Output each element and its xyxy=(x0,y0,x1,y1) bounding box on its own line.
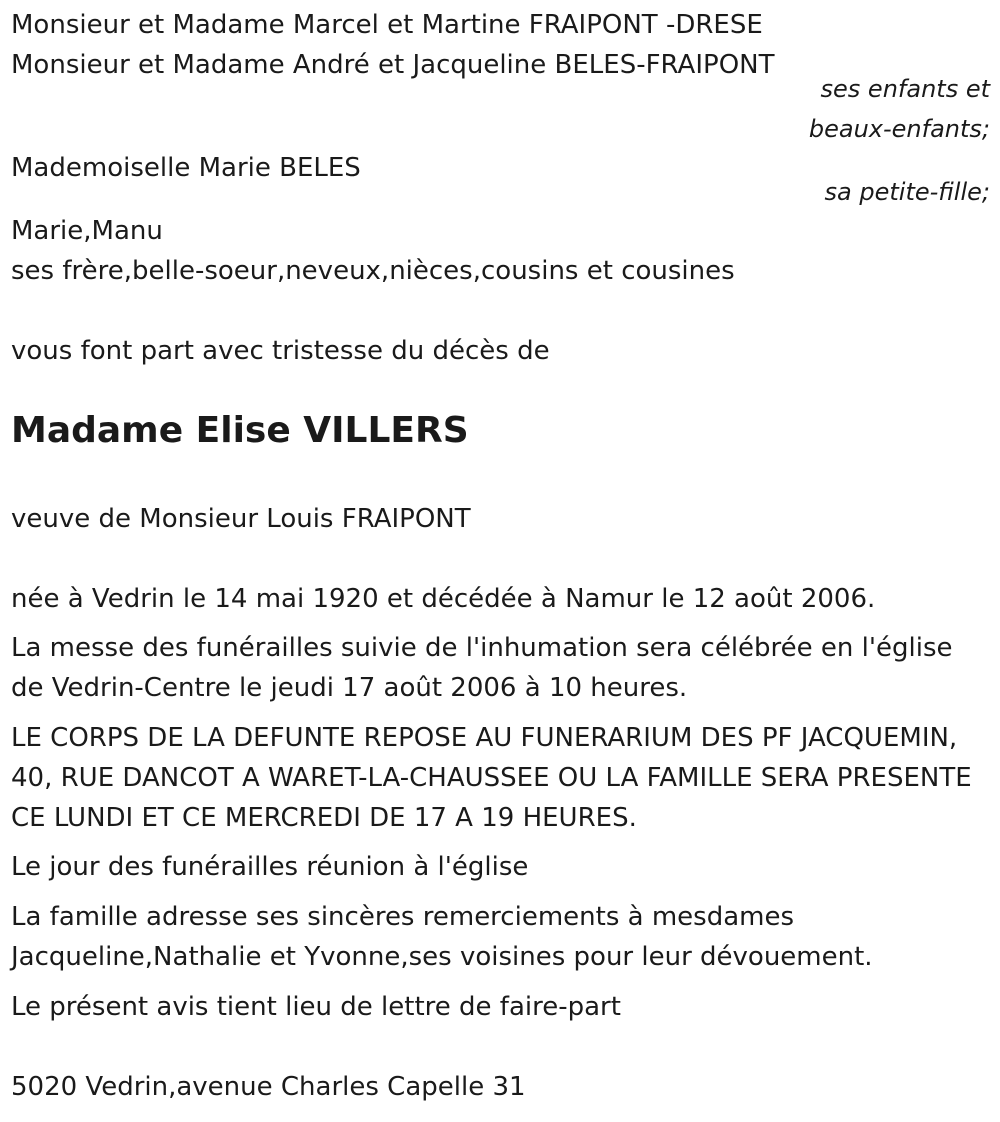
siblings-names: Marie,Manu xyxy=(11,216,163,246)
siblings-description: ses frère,belle-soeur,neveux,nièces,cousins et cousines xyxy=(11,256,735,286)
granddaughter-name: Mademoiselle Marie BELES xyxy=(11,153,361,183)
children-label-2: beaux-enfants; xyxy=(808,115,990,143)
mass-line-1: La messe des funérailles suivie de l'inhumation sera célébrée en l'église xyxy=(11,633,953,663)
thanks-line-1: La famille adresse ses sincères remerciements à mesdames xyxy=(11,902,794,932)
birth-death: née à Vedrin le 14 mai 1920 et décédée à Namur le 12 août 2006. xyxy=(11,584,876,614)
address: 5020 Vedrin,avenue Charles Capelle 31 xyxy=(11,1072,526,1102)
granddaughter-label: sa petite-fille; xyxy=(824,178,990,206)
widow-of: veuve de Monsieur Louis FRAIPONT xyxy=(11,504,471,534)
body-line-1: LE CORPS DE LA DEFUNTE REPOSE AU FUNERARIUM DES PF JACQUEMIN, xyxy=(11,723,958,753)
mass-line-2: de Vedrin-Centre le jeudi 17 août 2006 à 10 heures. xyxy=(11,673,688,703)
body-line-3: CE LUNDI ET CE MERCREDI DE 17 A 19 HEURES. xyxy=(11,803,637,833)
children-label-1: ses enfants et xyxy=(820,75,990,103)
notice-text: Le présent avis tient lieu de lettre de faire-part xyxy=(11,992,621,1022)
thanks-line-2: Jacqueline,Nathalie et Yvonne,ses voisines pour leur dévouement. xyxy=(11,942,873,972)
body-line-2: 40, RUE DANCOT A WARET-LA-CHAUSSEE OU LA FAMILLE SERA PRESENTE xyxy=(11,763,972,793)
deceased-name: Madame Elise VILLERS xyxy=(11,410,469,451)
meeting-text: Le jour des funérailles réunion à l'église xyxy=(11,852,529,882)
family-line-1: Monsieur et Madame Marcel et Martine FRAIPONT -DRESE xyxy=(11,10,763,40)
intro-text: vous font part avec tristesse du décès de xyxy=(11,336,550,366)
family-line-2: Monsieur et Madame André et Jacqueline BELES-FRAIPONT xyxy=(11,50,775,80)
